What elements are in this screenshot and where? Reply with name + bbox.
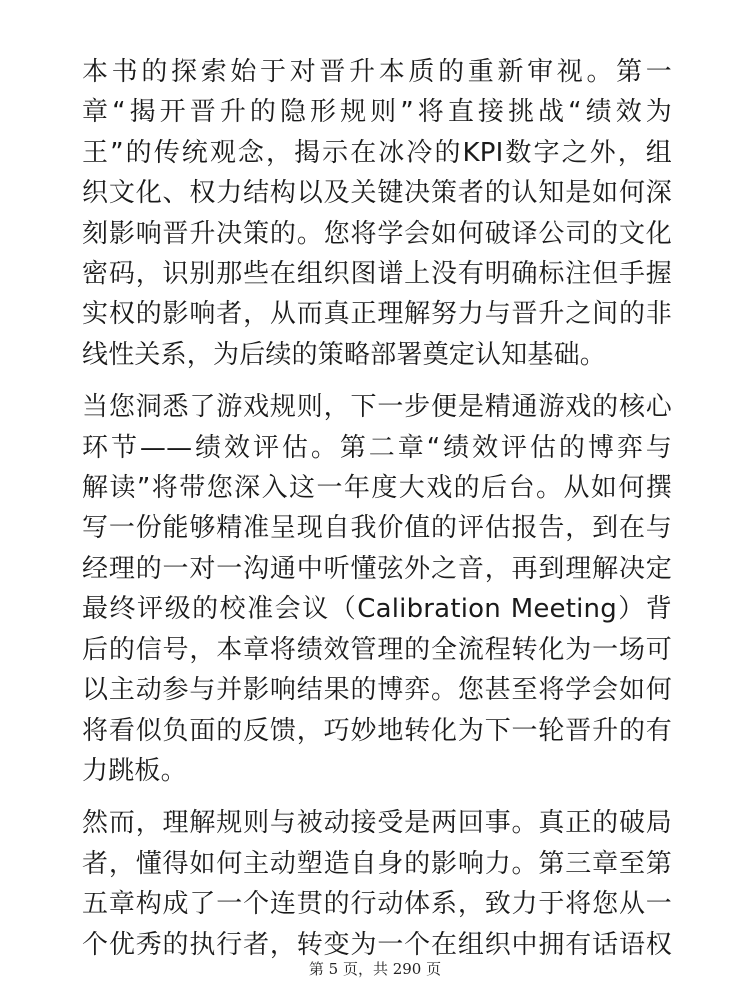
text-line: 实权的影响者，从而真正理解努力与晋升之间的非 [82,299,672,330]
text-line: 密码，识别那些在组织图谱上没有明确标注但手握 [82,259,672,290]
text-line: 本书的探索始于对晋升本质的重新审视。第一 [82,57,672,87]
text-line: 线性关系，为后续的策略部署奠定认知基础。 [82,339,607,370]
text-line: 经理的一对一沟通中听懂弦外之音，再到理解决定 [82,553,672,584]
text-line: 织文化、权力结构以及关键决策者的认知是如何深 [82,178,672,209]
text-line: 然而，理解规则与被动接受是两回事。真正的破局 [82,808,672,839]
text-line: 写一份能够精准呈现自我价值的评估报告，到在与 [82,513,672,544]
text-line: 刻影响晋升决策的。您将学会如何破译公司的文化 [82,218,672,249]
text-line: 以主动参与并影响结果的博弈。您甚至将学会如何 [82,675,672,706]
text-line: 五章构成了一个连贯的行动体系，致力于将您从一 [82,889,672,920]
paragraph-2 [82,387,672,791]
text-line: 当您洞悉了游戏规则，下一步便是精通游戏的核心 [82,392,672,423]
text-line: 力跳板。 [82,755,187,786]
text-line: 章“揭开晋升的隐形规则”将直接挑战“绩效为 [82,97,672,128]
text-line: 最终评级的校准会议（Calibration Meeting）背 [82,594,672,625]
text-line: 王”的传统观念，揭示在冰冷的KPI数字之外，组 [82,137,672,168]
text-line: 解读”将带您深入这一年度大戏的后台。从如何撰 [82,473,672,504]
text-line: 后的信号，本章将绩效管理的全流程转化为一场可 [82,634,672,665]
paragraph-1 [82,52,672,375]
body-text [82,52,672,977]
page-number-footer: 第 5 页，共 290 页 [308,960,442,978]
text-line: 将看似负面的反馈，巧妙地转化为下一轮晋升的有 [82,715,672,746]
text-line: 个优秀的执行者，转变为一个在组织中拥有话语权 [82,929,672,960]
text-line: 者，懂得如何主动塑造自身的影响力。第三章至第 [82,848,672,879]
text-line: 环节——绩效评估。第二章“绩效评估的博弈与 [82,432,672,463]
paragraph-3 [82,803,672,965]
